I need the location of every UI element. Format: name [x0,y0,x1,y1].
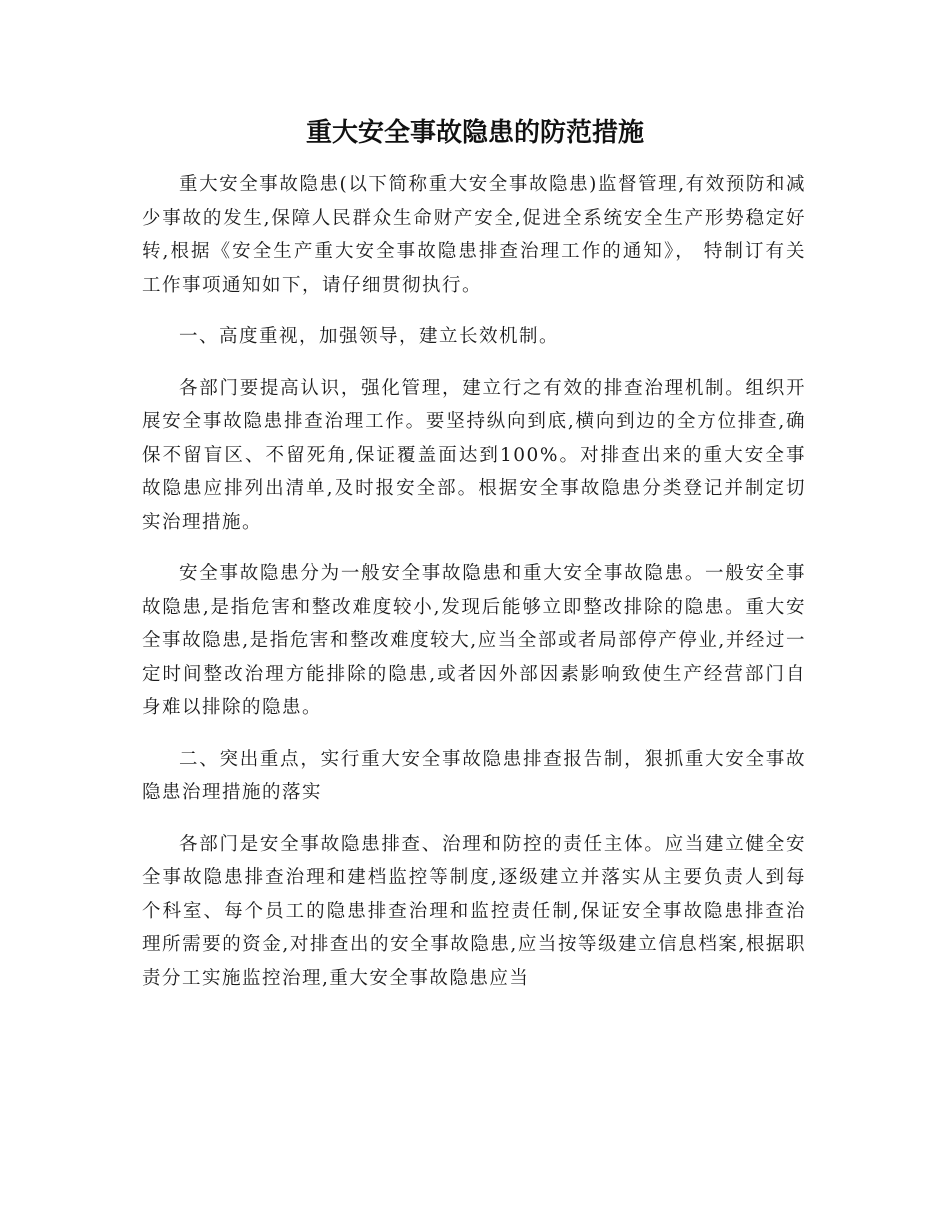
paragraph-responsibility: 各部门是安全事故隐患排查、治理和防控的责任主体。应当建立健全安全事故隐患排查治理和建档监控等制度,逐级建立并落实从主要负责人到每个科室、每个员工的隐患排查治理和监控责任制,保证安全事故隐患排查治理所需要的资金,对排查出的安全事故隐患,应当按等级建立信息档案,根据职责分工实施监控治理,重大安全事故隐患应当 [142,833,806,989]
paragraph-investigation: 各部门要提高认识，强化管理，建立行之有效的排查治理机制。组织开展安全事故隐患排查治理工作。要坚持纵向到底,横向到边的全方位排查,确保不留盲区、不留死角,保证覆盖面达到100%。对排查出来的重大安全事故隐患应排列出清单,及时报安全部。根据安全事故隐患分类登记并制定切实治理措施。 [142,377,806,533]
paragraph-intro: 重大安全事故隐患(以下简称重大安全事故隐患)监督管理,有效预防和减少事故的发生,保障人民群众生命财产安全,促进全系统安全生产形势稳定好转,根据《安全生产重大安全事故隐患排查治理工作的通知》， 特制订有关工作事项通知如下，请仔细贯彻执行。 [142,174,806,296]
document-body [142,168,806,1013]
section-heading-1: 一、高度重视，加强领导，建立长效机制。 [179,326,560,347]
section-heading-2: 二、突出重点，实行重大安全事故隐患排查报告制，狠抓重大安全事故隐患治理措施的落实 [142,748,806,803]
paragraph-hazard-classification: 安全事故隐患分为一般安全事故隐患和重大安全事故隐患。一般安全事故隐患,是指危害和整改难度较小,发现后能够立即整改排除的隐患。重大安全事故隐患,是指危害和整改难度较大,应当全部或者局部停产停业,并经过一定时间整改治理方能排除的隐患,或者因外部因素影响致使生产经营部门自身难以排除的隐患。 [142,563,806,718]
document-title: 重大安全事故隐患的防范措施 [305,118,644,148]
